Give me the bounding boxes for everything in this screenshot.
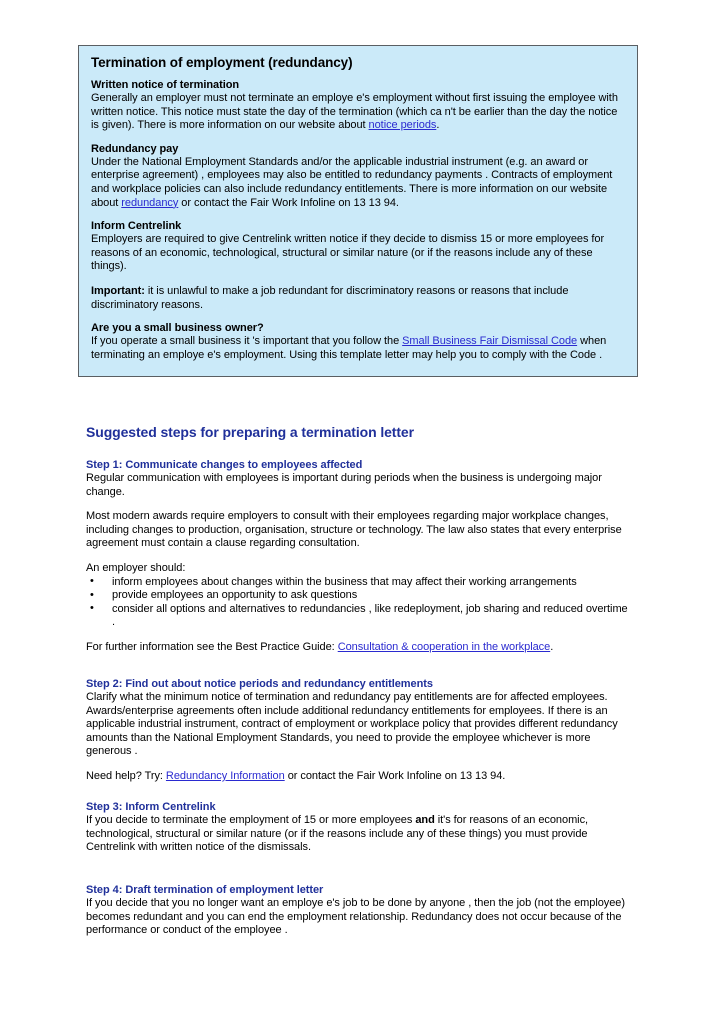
info-para-small-business-text: If you operate a small business it 's important that you follow the <box>91 335 403 348</box>
step-3-heading: Step 3: Inform Centrelink <box>86 801 216 813</box>
info-heading-redundancy-pay: Redundancy pay <box>91 142 179 155</box>
info-para-redundancy-pay <box>91 156 625 210</box>
notice-periods-link[interactable]: notice periods <box>368 119 437 132</box>
section-step-1 <box>86 459 631 655</box>
step-2-help-tail: or contact the Fair Work Infoline on 13 13 94. <box>284 769 506 782</box>
info-para-small-business-tail: when terminating an employe e's employment. Using this template letter may help you to comply with the Code . <box>91 335 607 361</box>
section-step-3 <box>86 801 631 855</box>
step-2-need-help-line <box>86 770 631 784</box>
info-para-written-notice-text: Generally an employer must not terminate an employe e's employment without first issuing the employee with written notice. This notice must state the day of the termination (which ca n't be earlier than the day the notice is given). There is more information on our website about <box>91 92 618 132</box>
info-box-title: Termination of employment (redundancy) <box>91 55 353 70</box>
step-1-footer-text: For further information see the Best Practice Guide: <box>86 640 338 653</box>
section-step-2 <box>86 678 631 784</box>
list-item: • consider all options and alternatives to redundancies , like redeployment, job sharing and reduced overtime . <box>86 603 631 630</box>
info-heading-small-business: Are you a small business owner? <box>91 322 264 335</box>
important-text: it is unlawful to make a job redundant for discriminatory reasons or reasons that include discriminatory reasons. <box>91 284 569 311</box>
step-3-text-after: it's for reasons of an economic, technological, structural or similar nature (or if the reasons include any of these things) you must provide Centrelink with written notice of the dismissals. <box>86 814 589 854</box>
info-heading-written-notice: Written notice of termination <box>91 79 240 91</box>
step-1-footer-tail: . <box>550 640 554 653</box>
step-1-lead-in: An employer should: <box>86 561 186 574</box>
step-1-para-2: Most modern awards require employers to consult with their employees regarding major workplace changes, including changes to production, organisation, structure or technology. The law also states that every enterprise agreement must contain a clause regarding consultation. <box>86 510 622 550</box>
step-2-para-1: Clarify what the minimum notice of termination and redundancy pay entitlements are for affected employees. Awards/enterprise agreements often include additional redundancy entitlements for employees. If there is an applicable industrial instrument, contract of employment or workplace policy that provides different redundancy amounts than the National Employment Standards, you need to provide the employee whichever is more generous . <box>86 691 618 758</box>
info-para-redundancy-pay-text: Under the National Employment Standards and/or the applicable industrial instrument (e.g. an award or enterprise agreement) , employees may also be entitled to redundancy payments . Contracts of employment and workplace policies can also include redundancy entitlements. There is more information on our website about <box>91 155 613 209</box>
info-heading-inform-centrelink: Inform Centrelink <box>91 220 182 233</box>
section-step-4 <box>86 884 631 938</box>
step-1-para-1: Regular communication with employees is important during periods when the business is undergoing major change. <box>86 472 602 498</box>
step-3-para-1 <box>86 814 631 855</box>
info-para-redundancy-pay-tail: or contact the Fair Work Infoline on 13 13 94. <box>178 196 399 209</box>
redundancy-link[interactable]: redundancy <box>121 196 179 209</box>
step-1-best-practice-guide-line <box>86 641 631 655</box>
step-4-heading: Step 4: Draft termination of employment letter <box>86 884 324 896</box>
info-box <box>78 45 638 377</box>
info-para-written-notice-tail: . <box>436 119 440 132</box>
redundancy-information-link[interactable]: Redundancy Information <box>165 769 285 782</box>
step-1-bullet-list <box>86 576 631 630</box>
page-title: Suggested steps for preparing a termination letter <box>86 424 414 440</box>
info-para-written-notice <box>91 92 625 133</box>
step-2-help-text: Need help? Try: <box>86 769 166 782</box>
step-3-text-before: If you decide to terminate the employment of 15 or more employees <box>86 814 416 826</box>
step-4-para-1: If you decide that you no longer want an employe e's job to be done by anyone , then the job (not the employee) becomes redundant and you can end the employment relationship. Redundancy does not occur because of the performance or conduct of the employee . <box>86 897 625 937</box>
step-1-heading: Step 1: Communicate changes to employees affected <box>86 459 363 471</box>
important-label: Important: <box>91 284 145 297</box>
step-2-heading: Step 2: Find out about notice periods and redundancy entitlements <box>86 678 433 690</box>
step-3-emphasis: and <box>415 814 435 826</box>
list-item: • provide employees an opportunity to ask questions <box>86 589 631 603</box>
info-para-important <box>91 285 625 312</box>
info-para-small-business <box>91 335 625 362</box>
consultation-cooperation-link[interactable]: Consultation & cooperation in the workplace <box>337 640 551 653</box>
list-item: • inform employees about changes within the business that may affect their working arrangements <box>86 576 631 590</box>
small-business-fair-dismissal-code-link[interactable]: Small Business Fair Dismissal Code <box>402 335 578 348</box>
info-para-inform-centrelink: Employers are required to give Centrelink written notice if they decide to dismiss 15 or more employees for reasons of an economic, technological, structural or similar nature (or if the reasons include any of these things). <box>91 233 605 273</box>
